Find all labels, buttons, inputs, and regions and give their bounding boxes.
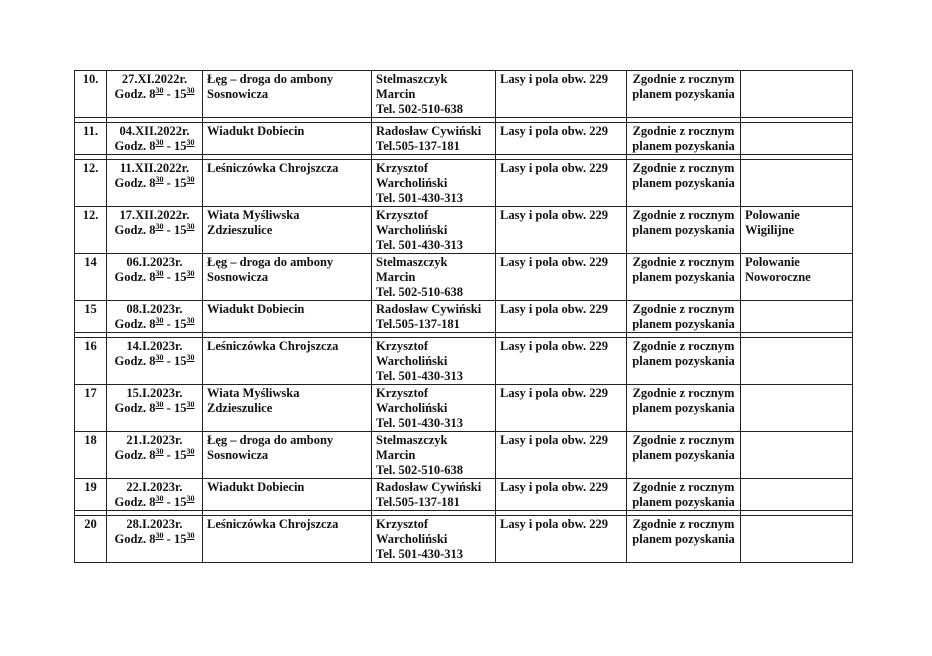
row-number-text: 16 [84, 339, 97, 353]
row-number-text: 12. [82, 208, 99, 222]
row-number [75, 207, 107, 254]
hunt-date-cell [107, 301, 203, 333]
hunt-hours [111, 448, 198, 463]
hunt-area [496, 301, 627, 333]
meeting-place [203, 432, 372, 479]
row-number [75, 301, 107, 333]
hunt-date-cell [107, 254, 203, 301]
harvest-plan-line: Zgodnie z rocznym [632, 302, 735, 316]
harvest-plan-line: Zgodnie z rocznym [632, 480, 735, 494]
hunt-leader-line: Warcholiński [376, 532, 448, 546]
hunt-leader-line: Tel.505-137-181 [376, 139, 460, 153]
remarks-line: Polowanie [745, 208, 800, 222]
hunt-hours [111, 401, 198, 416]
hunt-leader-line: Krzysztof [376, 161, 429, 175]
hunt-date-cell [107, 432, 203, 479]
row-number-text: 12. [82, 161, 99, 175]
meeting-place-line: Leśniczówka Chrojszcza [207, 161, 339, 175]
hunt-leader-line: Warcholiński [376, 176, 448, 190]
harvest-plan-line: Zgodnie z rocznym [632, 517, 735, 531]
hours-end-hour: - 15 [163, 495, 187, 509]
hours-end-hour: - 15 [163, 532, 187, 546]
hours-prefix: Godz. 8 [114, 448, 156, 462]
harvest-plan [627, 207, 741, 254]
harvest-plan [627, 385, 741, 432]
harvest-plan-line: Zgodnie z rocznym [632, 72, 735, 86]
hours-prefix: Godz. 8 [114, 532, 156, 546]
hunt-leader-line: Krzysztof [376, 339, 429, 353]
hunt-date-cell [107, 207, 203, 254]
hours-start-minutes: 30 [155, 400, 164, 409]
hunt-date: 28.I.2023r. [126, 517, 183, 531]
hunt-leader-line: Tel.505-137-181 [376, 317, 460, 331]
hunt-area-text: Lasy i pola obw. 229 [500, 72, 609, 86]
table-row [75, 254, 853, 301]
harvest-plan-line: planem pozyskania [632, 448, 735, 462]
row-number [75, 160, 107, 207]
table-row [75, 385, 853, 432]
table-row [75, 123, 853, 155]
table-row [75, 207, 853, 254]
hunt-area-text: Lasy i pola obw. 229 [500, 386, 609, 400]
hunt-leader-line: Warcholiński [376, 354, 448, 368]
meeting-place-line: Łęg – droga do ambony [207, 72, 334, 86]
hunt-leader [372, 160, 496, 207]
hunt-leader [372, 254, 496, 301]
hours-end-minutes: 30 [186, 222, 195, 231]
hunt-leader-line: Tel. 502-510-638 [376, 463, 464, 477]
table-row [75, 301, 853, 333]
hunt-leader-line: Warcholiński [376, 223, 448, 237]
hours-prefix: Godz. 8 [114, 495, 156, 509]
harvest-plan-line: planem pozyskania [632, 176, 735, 190]
harvest-plan-line: Zgodnie z rocznym [632, 124, 735, 138]
remarks [741, 71, 853, 118]
table-row [75, 479, 853, 511]
hunt-leader-line: Marcin [376, 270, 416, 284]
hunt-area [496, 123, 627, 155]
harvest-plan-line: Zgodnie z rocznym [632, 208, 735, 222]
hunt-date: 04.XII.2022r. [119, 124, 190, 138]
meeting-place-line: Łęg – droga do ambony [207, 433, 334, 447]
hunt-leader-line: Radosław Cywiński [376, 302, 482, 316]
hunt-date: 22.I.2023r. [126, 480, 183, 494]
hunt-area [496, 385, 627, 432]
harvest-plan [627, 160, 741, 207]
harvest-plan-line: Zgodnie z rocznym [632, 339, 735, 353]
hunt-hours [111, 270, 198, 285]
harvest-plan [627, 301, 741, 333]
hunt-leader-line: Stelmaszczyk [376, 433, 448, 447]
hours-start-minutes: 30 [155, 353, 164, 362]
hunt-date-cell [107, 160, 203, 207]
hours-end-hour: - 15 [163, 139, 187, 153]
meeting-place [203, 301, 372, 333]
hunt-leader [372, 432, 496, 479]
hunt-date-cell [107, 123, 203, 155]
remarks-line: Wigilijne [745, 223, 795, 237]
hunt-area-text: Lasy i pola obw. 229 [500, 339, 609, 353]
hours-end-hour: - 15 [163, 223, 187, 237]
hours-prefix: Godz. 8 [114, 87, 156, 101]
remarks [741, 254, 853, 301]
hunt-date-cell [107, 71, 203, 118]
hunt-leader [372, 123, 496, 155]
hours-end-minutes: 30 [186, 316, 195, 325]
row-number-text: 17 [84, 386, 97, 400]
row-number-text: 19 [84, 480, 97, 494]
harvest-plan-line: Zgodnie z rocznym [632, 386, 735, 400]
row-number-text: 14 [84, 255, 97, 269]
table-row [75, 71, 853, 118]
hunt-hours [111, 176, 198, 191]
hunt-leader-line: Radosław Cywiński [376, 480, 482, 494]
hunt-leader-line: Krzysztof [376, 386, 429, 400]
meeting-place-line: Zdzieszulice [207, 223, 273, 237]
hours-end-hour: - 15 [163, 354, 187, 368]
hunt-date: 17.XII.2022r. [119, 208, 190, 222]
hours-end-minutes: 30 [186, 269, 195, 278]
hunt-date: 08.I.2023r. [126, 302, 183, 316]
meeting-place-line: Leśniczówka Chrojszcza [207, 339, 339, 353]
hours-prefix: Godz. 8 [114, 223, 156, 237]
hunt-hours [111, 532, 198, 547]
hunt-leader-line: Marcin [376, 87, 416, 101]
hours-prefix: Godz. 8 [114, 176, 156, 190]
meeting-place-line: Łęg – droga do ambony [207, 255, 334, 269]
hours-end-hour: - 15 [163, 176, 187, 190]
harvest-plan-line: planem pozyskania [632, 87, 735, 101]
remarks [741, 516, 853, 563]
harvest-plan-line: Zgodnie z rocznym [632, 161, 735, 175]
hours-end-hour: - 15 [163, 448, 187, 462]
hunt-area [496, 71, 627, 118]
hours-end-minutes: 30 [186, 175, 195, 184]
table-row [75, 432, 853, 479]
hunt-leader-line: Tel. 502-510-638 [376, 102, 464, 116]
hours-prefix: Godz. 8 [114, 270, 156, 284]
row-number [75, 254, 107, 301]
harvest-plan-line: planem pozyskania [632, 495, 735, 509]
hunt-hours [111, 87, 198, 102]
harvest-plan-line: planem pozyskania [632, 401, 735, 415]
harvest-plan [627, 479, 741, 511]
meeting-place-line: Wiata Myśliwska [207, 208, 300, 222]
hunt-area-text: Lasy i pola obw. 229 [500, 517, 609, 531]
harvest-plan [627, 516, 741, 563]
meeting-place-line: Zdzieszulice [207, 401, 273, 415]
hunt-area [496, 160, 627, 207]
remarks [741, 207, 853, 254]
meeting-place-line: Sosnowicza [207, 448, 269, 462]
hunt-date-cell [107, 479, 203, 511]
hunt-leader-line: Stelmaszczyk [376, 255, 448, 269]
hunt-date-cell [107, 338, 203, 385]
row-number-text: 15 [84, 302, 97, 316]
hunt-leader [372, 516, 496, 563]
hours-end-minutes: 30 [186, 138, 195, 147]
row-number [75, 432, 107, 479]
row-number [75, 385, 107, 432]
harvest-plan-line: Zgodnie z rocznym [632, 255, 735, 269]
table-body [75, 71, 853, 563]
hours-start-minutes: 30 [155, 222, 164, 231]
harvest-plan-line: Zgodnie z rocznym [632, 433, 735, 447]
hunt-hours [111, 495, 198, 510]
meeting-place-line: Sosnowicza [207, 270, 269, 284]
table-row [75, 338, 853, 385]
meeting-place-line: Wiata Myśliwska [207, 386, 300, 400]
hours-end-minutes: 30 [186, 86, 195, 95]
remarks [741, 338, 853, 385]
hunt-date: 11.XII.2022r. [119, 161, 190, 175]
hunt-leader [372, 301, 496, 333]
hours-start-minutes: 30 [155, 316, 164, 325]
hunt-area-text: Lasy i pola obw. 229 [500, 302, 609, 316]
hours-start-minutes: 30 [155, 175, 164, 184]
hours-start-minutes: 30 [155, 86, 164, 95]
harvest-plan-line: planem pozyskania [632, 270, 735, 284]
remarks [741, 160, 853, 207]
meeting-place [203, 71, 372, 118]
meeting-place [203, 207, 372, 254]
remarks [741, 479, 853, 511]
hunt-leader-line: Radosław Cywiński [376, 124, 482, 138]
row-number [75, 123, 107, 155]
hunt-date-cell [107, 385, 203, 432]
hunt-area-text: Lasy i pola obw. 229 [500, 124, 609, 138]
hours-prefix: Godz. 8 [114, 401, 156, 415]
hunt-area-text: Lasy i pola obw. 229 [500, 480, 609, 494]
hunt-leader-line: Warcholiński [376, 401, 448, 415]
meeting-place [203, 385, 372, 432]
hunt-hours [111, 317, 198, 332]
table-row [75, 160, 853, 207]
hours-prefix: Godz. 8 [114, 139, 156, 153]
hunt-area [496, 479, 627, 511]
hunt-leader [372, 385, 496, 432]
remarks [741, 385, 853, 432]
hunt-area [496, 516, 627, 563]
remarks-line: Polowanie [745, 255, 800, 269]
hours-start-minutes: 30 [155, 269, 164, 278]
meeting-place [203, 123, 372, 155]
remarks-line: Noworoczne [745, 270, 811, 284]
row-number [75, 338, 107, 385]
meeting-place [203, 479, 372, 511]
harvest-plan-line: planem pozyskania [632, 139, 735, 153]
meeting-place-line: Wiadukt Dobiecin [207, 480, 305, 494]
row-number-text: 10. [82, 72, 99, 86]
harvest-plan [627, 338, 741, 385]
harvest-plan-line: planem pozyskania [632, 317, 735, 331]
hours-end-minutes: 30 [186, 400, 195, 409]
hunt-date-cell [107, 516, 203, 563]
harvest-plan [627, 254, 741, 301]
meeting-place-line: Wiadukt Dobiecin [207, 302, 305, 316]
remarks [741, 301, 853, 333]
hours-prefix: Godz. 8 [114, 354, 156, 368]
hours-end-hour: - 15 [163, 317, 187, 331]
hunt-area [496, 207, 627, 254]
hunt-date: 21.I.2023r. [126, 433, 183, 447]
hunt-leader-line: Krzysztof [376, 208, 429, 222]
hunt-date: 27.XI.2022r. [121, 72, 188, 86]
meeting-place-line: Leśniczówka Chrojszcza [207, 517, 339, 531]
hunt-area [496, 338, 627, 385]
hunt-leader-line: Tel. 501-430-313 [376, 547, 464, 561]
hours-start-minutes: 30 [155, 531, 164, 540]
hunt-leader [372, 479, 496, 511]
meeting-place [203, 160, 372, 207]
harvest-plan [627, 432, 741, 479]
hunt-leader-line: Tel. 501-430-313 [376, 238, 464, 252]
hunt-leader-line: Krzysztof [376, 517, 429, 531]
hours-start-minutes: 30 [155, 138, 164, 147]
hunt-area-text: Lasy i pola obw. 229 [500, 208, 609, 222]
hunt-area [496, 254, 627, 301]
hunt-leader [372, 207, 496, 254]
hunt-date: 14.I.2023r. [126, 339, 183, 353]
hunt-area-text: Lasy i pola obw. 229 [500, 161, 609, 175]
row-number [75, 479, 107, 511]
table-row [75, 516, 853, 563]
hunt-schedule-table [74, 70, 853, 563]
hours-start-minutes: 30 [155, 447, 164, 456]
hunt-leader-line: Tel. 501-430-313 [376, 369, 464, 383]
hours-end-minutes: 30 [186, 531, 195, 540]
hunt-date: 15.I.2023r. [126, 386, 183, 400]
row-number [75, 71, 107, 118]
hours-start-minutes: 30 [155, 494, 164, 503]
harvest-plan-line: planem pozyskania [632, 532, 735, 546]
meeting-place [203, 254, 372, 301]
hunt-leader [372, 338, 496, 385]
hours-prefix: Godz. 8 [114, 317, 156, 331]
meeting-place-line: Sosnowicza [207, 87, 269, 101]
row-number-text: 20 [84, 517, 97, 531]
hunt-hours [111, 223, 198, 238]
hunt-hours [111, 354, 198, 369]
hunt-date: 06.I.2023r. [126, 255, 183, 269]
hunt-leader-line: Stelmaszczyk [376, 72, 448, 86]
hours-end-minutes: 30 [186, 353, 195, 362]
hunt-leader [372, 71, 496, 118]
remarks [741, 432, 853, 479]
harvest-plan [627, 71, 741, 118]
meeting-place-line: Wiadukt Dobiecin [207, 124, 305, 138]
hours-end-hour: - 15 [163, 87, 187, 101]
meeting-place [203, 338, 372, 385]
harvest-plan-line: planem pozyskania [632, 354, 735, 368]
hours-end-minutes: 30 [186, 447, 195, 456]
harvest-plan [627, 123, 741, 155]
hunt-leader-line: Tel. 502-510-638 [376, 285, 464, 299]
row-number-text: 18 [84, 433, 97, 447]
row-number [75, 516, 107, 563]
hunt-leader-line: Tel. 501-430-313 [376, 416, 464, 430]
remarks [741, 123, 853, 155]
hunt-area-text: Lasy i pola obw. 229 [500, 433, 609, 447]
row-number-text: 11. [83, 124, 98, 138]
harvest-plan-line: planem pozyskania [632, 223, 735, 237]
meeting-place [203, 516, 372, 563]
hours-end-hour: - 15 [163, 270, 187, 284]
hours-end-minutes: 30 [186, 494, 195, 503]
hunt-leader-line: Tel.505-137-181 [376, 495, 460, 509]
hunt-leader-line: Tel. 501-430-313 [376, 191, 464, 205]
hunt-hours [111, 139, 198, 154]
hunt-area [496, 432, 627, 479]
hunt-area-text: Lasy i pola obw. 229 [500, 255, 609, 269]
hunt-leader-line: Marcin [376, 448, 416, 462]
hours-end-hour: - 15 [163, 401, 187, 415]
